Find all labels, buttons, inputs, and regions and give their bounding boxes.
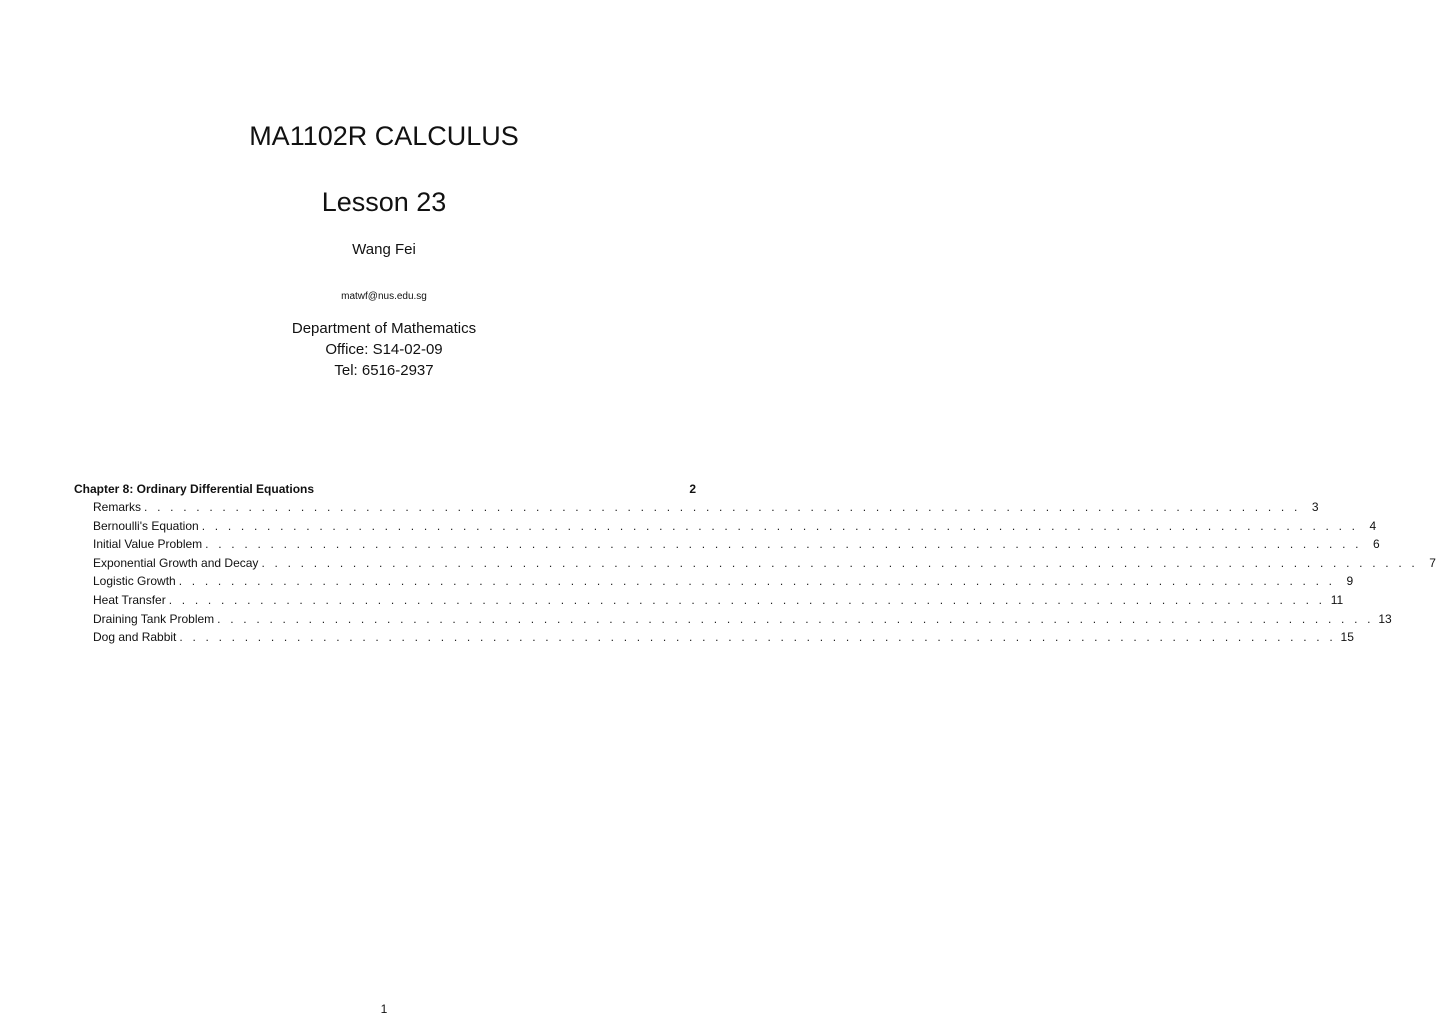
toc-entry-page: 13 (1378, 611, 1392, 626)
toc-entry-remarks[interactable] (74, 500, 1319, 519)
toc-leader-dots: . . . . . . . . . . . . . . . . . . . . . . . . . . . . . . . . . . . . . . . . . . . . . . . . . . . . . . . . . . . . . . . . . . . . . . . . . . . . . . . . . . . . . . . . . (178, 574, 1336, 589)
toc-entry-initial-value[interactable] (74, 537, 1380, 556)
toc-chapter-page: 2 (689, 482, 696, 496)
toc-entry-label: Dog and Rabbit (93, 630, 177, 645)
toc-entry-label: Logistic Growth (93, 574, 176, 589)
toc-entry-bernoulli[interactable] (74, 518, 1377, 538)
toc-chapter-entry[interactable] (74, 482, 696, 500)
toc-entry-page: 11 (1330, 592, 1344, 607)
toc-entry-page: 15 (1340, 630, 1354, 645)
table-of-contents (74, 482, 1436, 649)
toc-entry-exponential[interactable] (74, 555, 1436, 575)
toc-entry-logistic[interactable] (74, 574, 1354, 593)
toc-entry-page: 3 (1311, 500, 1319, 514)
toc-leader-dots: . . . . . . . . . . . . . . . . . . . . . . . . . . . . . . . . . . . . . . . . . . . . . . . . . . . . . . . . . . . . . . . . . . . . . . . . . . . . . . . . . . . . . . . . . (179, 630, 1336, 645)
toc-entry-label: Exponential Growth and Decay (93, 555, 259, 570)
toc-entry-label: Initial Value Problem (93, 537, 203, 552)
contact-block (0, 318, 768, 381)
toc-entry-page: 6 (1373, 537, 1380, 552)
telephone: Tel: 6516-2937 (334, 362, 434, 379)
toc-chapter-label: Chapter 8: Ordinary Differential Equations (74, 482, 315, 496)
lesson-title: Lesson 23 (321, 187, 447, 217)
toc-leader-dots: . . . . . . . . . . . . . . . . . . . . . . . . . . . . . . . . . . . . . . . . . . . . . . . . . . . . . . . . . . . . . . . . . . . . . . . . . . . . . . . . . . . . . . . . . (261, 555, 1418, 570)
toc-leader-dots: . . . . . . . . . . . . . . . . . . . . . . . . . . . . . . . . . . . . . . . . . . . . . . . . . . . . . . . . . . . . . . . . . . . . . . . . . . . . . . . . . . . . . . . . . (168, 592, 1326, 607)
toc-entry-page: 4 (1369, 518, 1377, 533)
course-title: MA1102R CALCULUS (249, 121, 519, 151)
author-email: matwf@nus.edu.sg (341, 291, 427, 302)
author-name: Wang Fei (352, 241, 416, 258)
toc-entry-label: Heat Transfer (93, 592, 166, 607)
page-number: 1 (380, 1002, 388, 1016)
toc-leader-dots: . . . . . . . . . . . . . . . . . . . . . . . . . . . . . . . . . . . . . . . . . . . . . . . . . . . . . . . . . . . . . . . . . . . . . . . . . . . . . . . . . . . . . . . . . (217, 611, 1374, 626)
toc-entry-label: Bernoulli's Equation (93, 518, 199, 533)
toc-entry-label: Draining Tank Problem (93, 611, 215, 626)
toc-entry-heat-transfer[interactable] (74, 592, 1344, 612)
toc-leader-dots: . . . . . . . . . . . . . . . . . . . . . . . . . . . . . . . . . . . . . . . . . . . . . . . . . . . . . . . . . . . . . . . . . . . . . . . . . . . . . . . . . . . . . . . . . (201, 518, 1359, 533)
toc-leader-dots: . . . . . . . . . . . . . . . . . . . . . . . . . . . . . . . . . . . . . . . . . . . . . . . . . . . . . . . . . . . . . . . . . . . . . . . . . . . . . . . . . . . . . . . . . (144, 500, 1301, 514)
toc-entry-dog-rabbit[interactable] (74, 630, 1354, 649)
toc-entry-label: Remarks (93, 500, 142, 514)
toc-entry-page: 7 (1429, 555, 1436, 570)
toc-leader-dots: . . . . . . . . . . . . . . . . . . . . . . . . . . . . . . . . . . . . . . . . . . . . . . . . . . . . . . . . . . . . . . . . . . . . . . . . . . . . . . . . . . . . . . . . . (205, 537, 1362, 552)
toc-entry-page: 9 (1346, 574, 1354, 589)
office: Office: S14-02-09 (325, 341, 443, 358)
toc-entry-draining-tank[interactable] (74, 611, 1392, 631)
department: Department of Mathematics (291, 320, 477, 337)
